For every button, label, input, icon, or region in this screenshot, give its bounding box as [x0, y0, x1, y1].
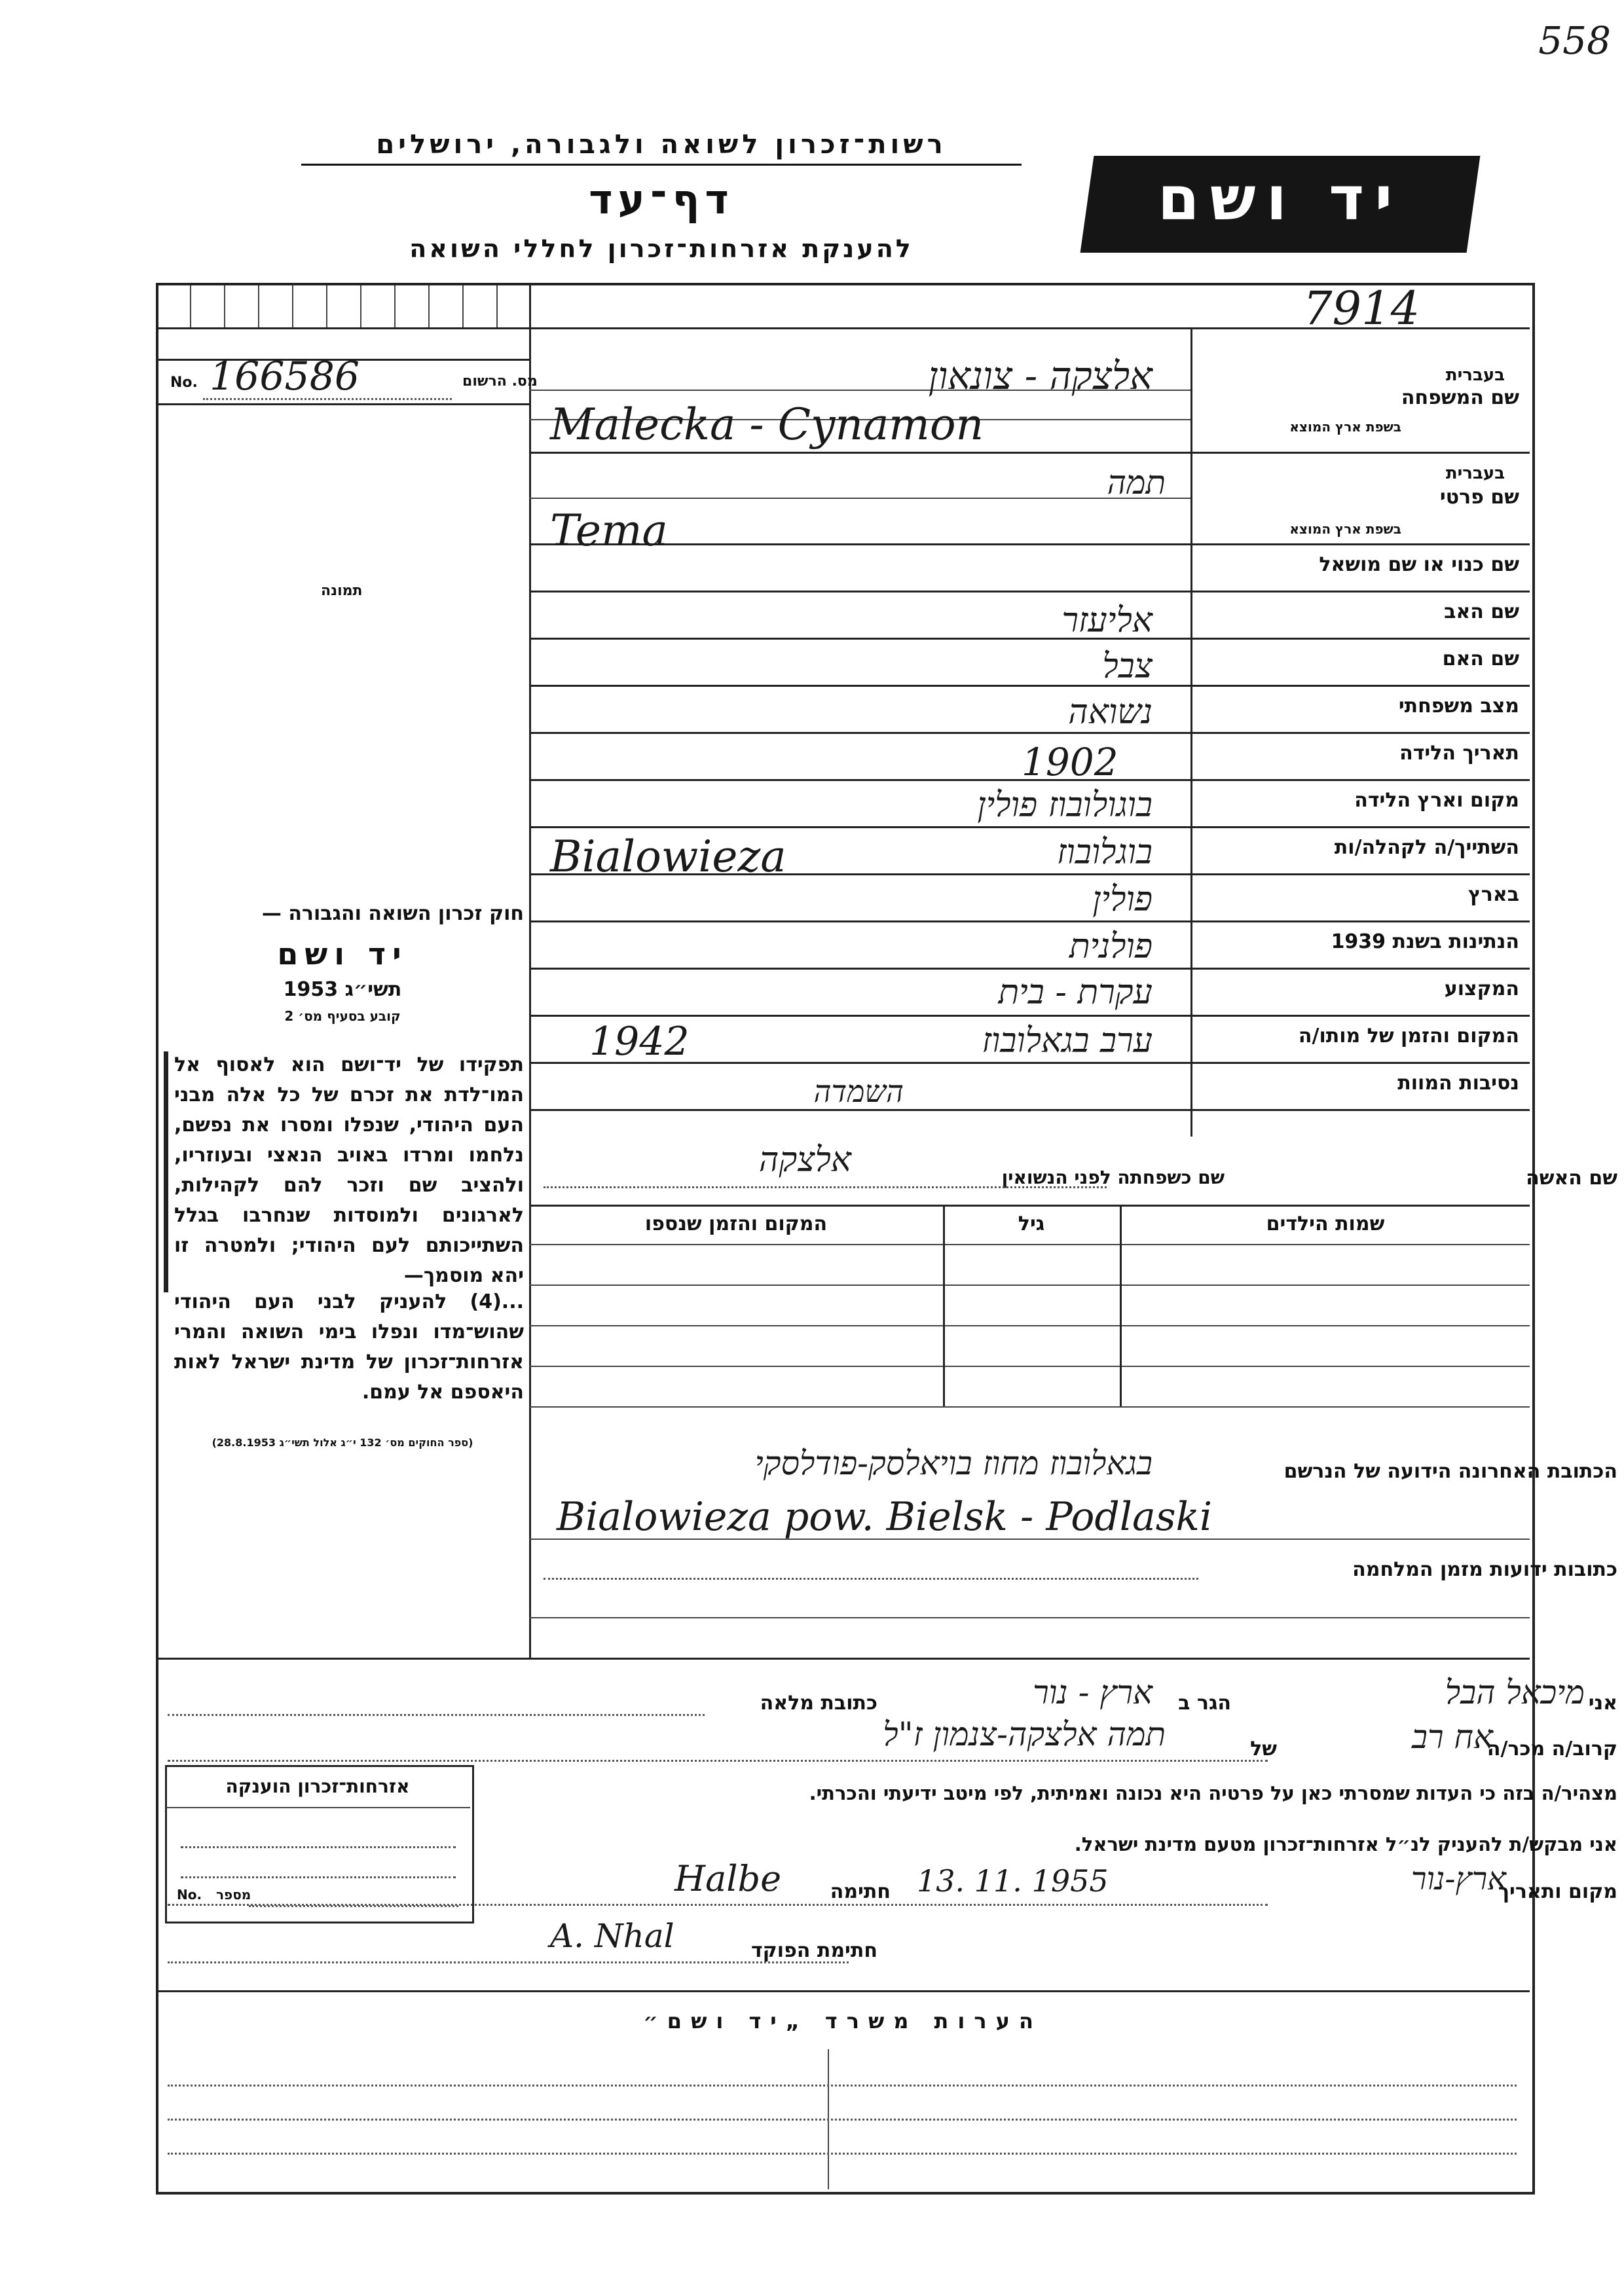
declarant-i-label: אני — [1588, 1692, 1617, 1715]
nationality-value: פולנית — [1069, 927, 1153, 966]
death-circumstances-value: השמדה — [813, 1074, 904, 1109]
family-name-hebrew-sublabel: בעברית — [1445, 365, 1505, 385]
law-name: יד ושם — [277, 936, 408, 972]
birth-place-label: מקום וארץ הלידה — [1354, 789, 1519, 812]
law-text-1: תפקידו של יד־ושם הוא לאסוף אל המו־לדת את זכרם של כל אלה מבני העם היהודי, שנפלו ומסרו את נפשם, נלחמו ומרדו באויב הנאצי ובעוזריו, ולהציב שם וזכר להם לקהילות, לארגונים ולמוסדות שנחרבו בגלל השתייכותם לעם היהודי; ולמטרה זו יהא מוסמך— — [174, 1053, 524, 1287]
wife-label: שם האשה — [1526, 1167, 1617, 1190]
page-number: 558 — [1538, 18, 1611, 63]
nickname-label: שם כנוי או שם מושאל — [1319, 553, 1519, 576]
first-name-native-sublabel: בשפת ארץ המוצא — [1289, 521, 1401, 537]
birth-date-value: 1902 — [1022, 740, 1118, 784]
death-place-value: ערב בגאלובוז — [982, 1021, 1153, 1061]
family-name-native-value: Malecka - Cynamon — [550, 399, 984, 450]
marital-status-value: נשואה — [1068, 693, 1153, 732]
registration-number: 166586 — [210, 354, 360, 399]
law-text-2: ...(4) להעניק לבני העם היהודי שהוש־מדו ונפלו בימי השואה והמרי אזרחות־זכרון של מדינת ישראל לאות היאספם אל עמם. — [174, 1290, 524, 1404]
registration-prefix: No. — [170, 374, 198, 391]
declaration-text: מצהיר/ה בזה כי העדות שמסרתי כאן על פרטיה היא נכונה ואמיתית, לפי מיטב ידיעתי והכרתי. — [809, 1782, 1617, 1804]
declarant-full-address-label: כתובת מלאה — [760, 1692, 877, 1715]
death-place-time-label: המקום והזמן של מותו/ה — [1298, 1025, 1519, 1048]
family-name-native-sublabel: בשפת ארץ המוצא — [1289, 419, 1401, 435]
death-year-value: 1942 — [589, 1019, 690, 1065]
photo-label: תמונה — [321, 583, 363, 599]
top-number: 7914 — [1303, 282, 1420, 335]
family-name-label: שם המשפחה — [1401, 386, 1519, 409]
occupation-label: המקצוע — [1444, 977, 1519, 1000]
certificate-number-label: מספר — [216, 1887, 251, 1903]
declarant-relation: אח רב — [1411, 1718, 1493, 1756]
logo-text: יד ושם — [1157, 164, 1403, 234]
declarant-relative-label: קרוב/ה מכר/ה — [1486, 1738, 1617, 1760]
place-date-label: מקום ותאריך — [1498, 1880, 1617, 1903]
declaration-place: ארץ-נור — [1411, 1861, 1506, 1897]
declarant-name: מיכאל הבל — [1445, 1673, 1585, 1711]
declarant-signature: Halbe — [674, 1858, 782, 1899]
country-value: פולין — [1092, 880, 1153, 919]
office-notes-title: הערות משרד „יד ושם״ — [643, 2009, 1043, 2033]
death-circumstances-label: נסיבות המוות — [1397, 1072, 1519, 1095]
first-name-hebrew-value: תמה — [1107, 464, 1166, 501]
declaration-date: 13. 11. 1955 — [917, 1863, 1109, 1899]
authority-title: רשות־זכרון לשואה ולגבורה, ירושלים — [376, 130, 947, 160]
family-name-hebrew-value: אלצקה - צונאון — [928, 354, 1153, 398]
occupation-value: עקרת - בית — [998, 973, 1153, 1012]
declarant-resides-label: הגר ב — [1178, 1692, 1231, 1715]
children-names-header: שמות הילדים — [1266, 1212, 1385, 1235]
father-name-value: אליעזר — [1061, 601, 1153, 640]
officer-signature: A. Nhal — [550, 1917, 674, 1955]
children-fate-header: המקום והזמן שנספו — [644, 1212, 828, 1235]
marital-status-label: מצב משפחתי — [1398, 695, 1519, 718]
law-year: תשי״ג 1953 — [283, 978, 402, 1001]
declarant-of-value: תמה אלצקה-צנמון ז"ל — [883, 1715, 1166, 1753]
form-subtitle: להענקת אזרחות־זכרון לחללי השואה — [409, 234, 913, 263]
certificate-box-title: אזרחות־זכרון הוענקה — [225, 1776, 410, 1797]
last-address-hebrew-value: בגאלובוז מחוז בויאלסק-פודלסקי — [754, 1444, 1153, 1482]
registration-label: מס. הרשום — [462, 373, 538, 390]
law-citation: (ספר החוקים מס׳ 132 י״ג אלול תשי״ג 28.8.1953) — [212, 1436, 473, 1449]
first-name-label: שם פרטי — [1439, 486, 1519, 509]
country-label: בארץ — [1467, 883, 1519, 906]
community-native-value: Bialowieza — [550, 831, 786, 882]
mother-name-value: צבל — [1102, 647, 1153, 686]
last-address-native-value: Bialowieza pow. Bielsk - Podlaski — [557, 1494, 1213, 1540]
declarant-of-label: של — [1250, 1738, 1277, 1760]
law-clause: קובע בסעיף מס׳ 2 — [284, 1008, 401, 1024]
community-hebrew-value: בוגלובוז — [1056, 833, 1153, 872]
last-address-label: הכתובת האחרונה הידועה של הנרשם — [1283, 1460, 1617, 1483]
law-title: חוק זכרון השואה והגבורה — — [261, 902, 524, 925]
declarant-city: ארץ - נור — [1033, 1673, 1153, 1711]
wartime-address-label: כתובות ידועות מזמן המלחמה — [1352, 1558, 1617, 1581]
first-name-hebrew-sublabel: בעברית — [1445, 464, 1505, 483]
birth-date-label: תאריך הלידה — [1399, 742, 1519, 765]
wife-maiden-value: אלצקה — [758, 1140, 851, 1180]
certificate-number-prefix: No. — [177, 1887, 202, 1903]
mother-name-label: שם האם — [1442, 647, 1519, 670]
father-name-label: שם האב — [1444, 600, 1519, 623]
form-title: דף־עד — [589, 175, 734, 223]
children-age-header: גיל — [1018, 1212, 1045, 1235]
community-label: השתייך/ה לקהלה/ות — [1334, 836, 1519, 859]
first-name-native-value: Tema — [550, 505, 668, 556]
officer-signature-label: חתימת הפוקד — [751, 1939, 877, 1962]
signature-label: חתימה — [830, 1880, 891, 1903]
wife-maiden-label: שם כשפחתה לפני הנשואין — [1001, 1167, 1225, 1188]
request-text: אני מבקש/ת להעניק לנ״ל אזרחות־זכרון מטעם מדינת ישראל. — [1074, 1833, 1617, 1855]
birth-place-value: בוגולובוז פולין — [977, 786, 1153, 825]
nationality-label: הנתינות בשנת 1939 — [1331, 930, 1519, 953]
